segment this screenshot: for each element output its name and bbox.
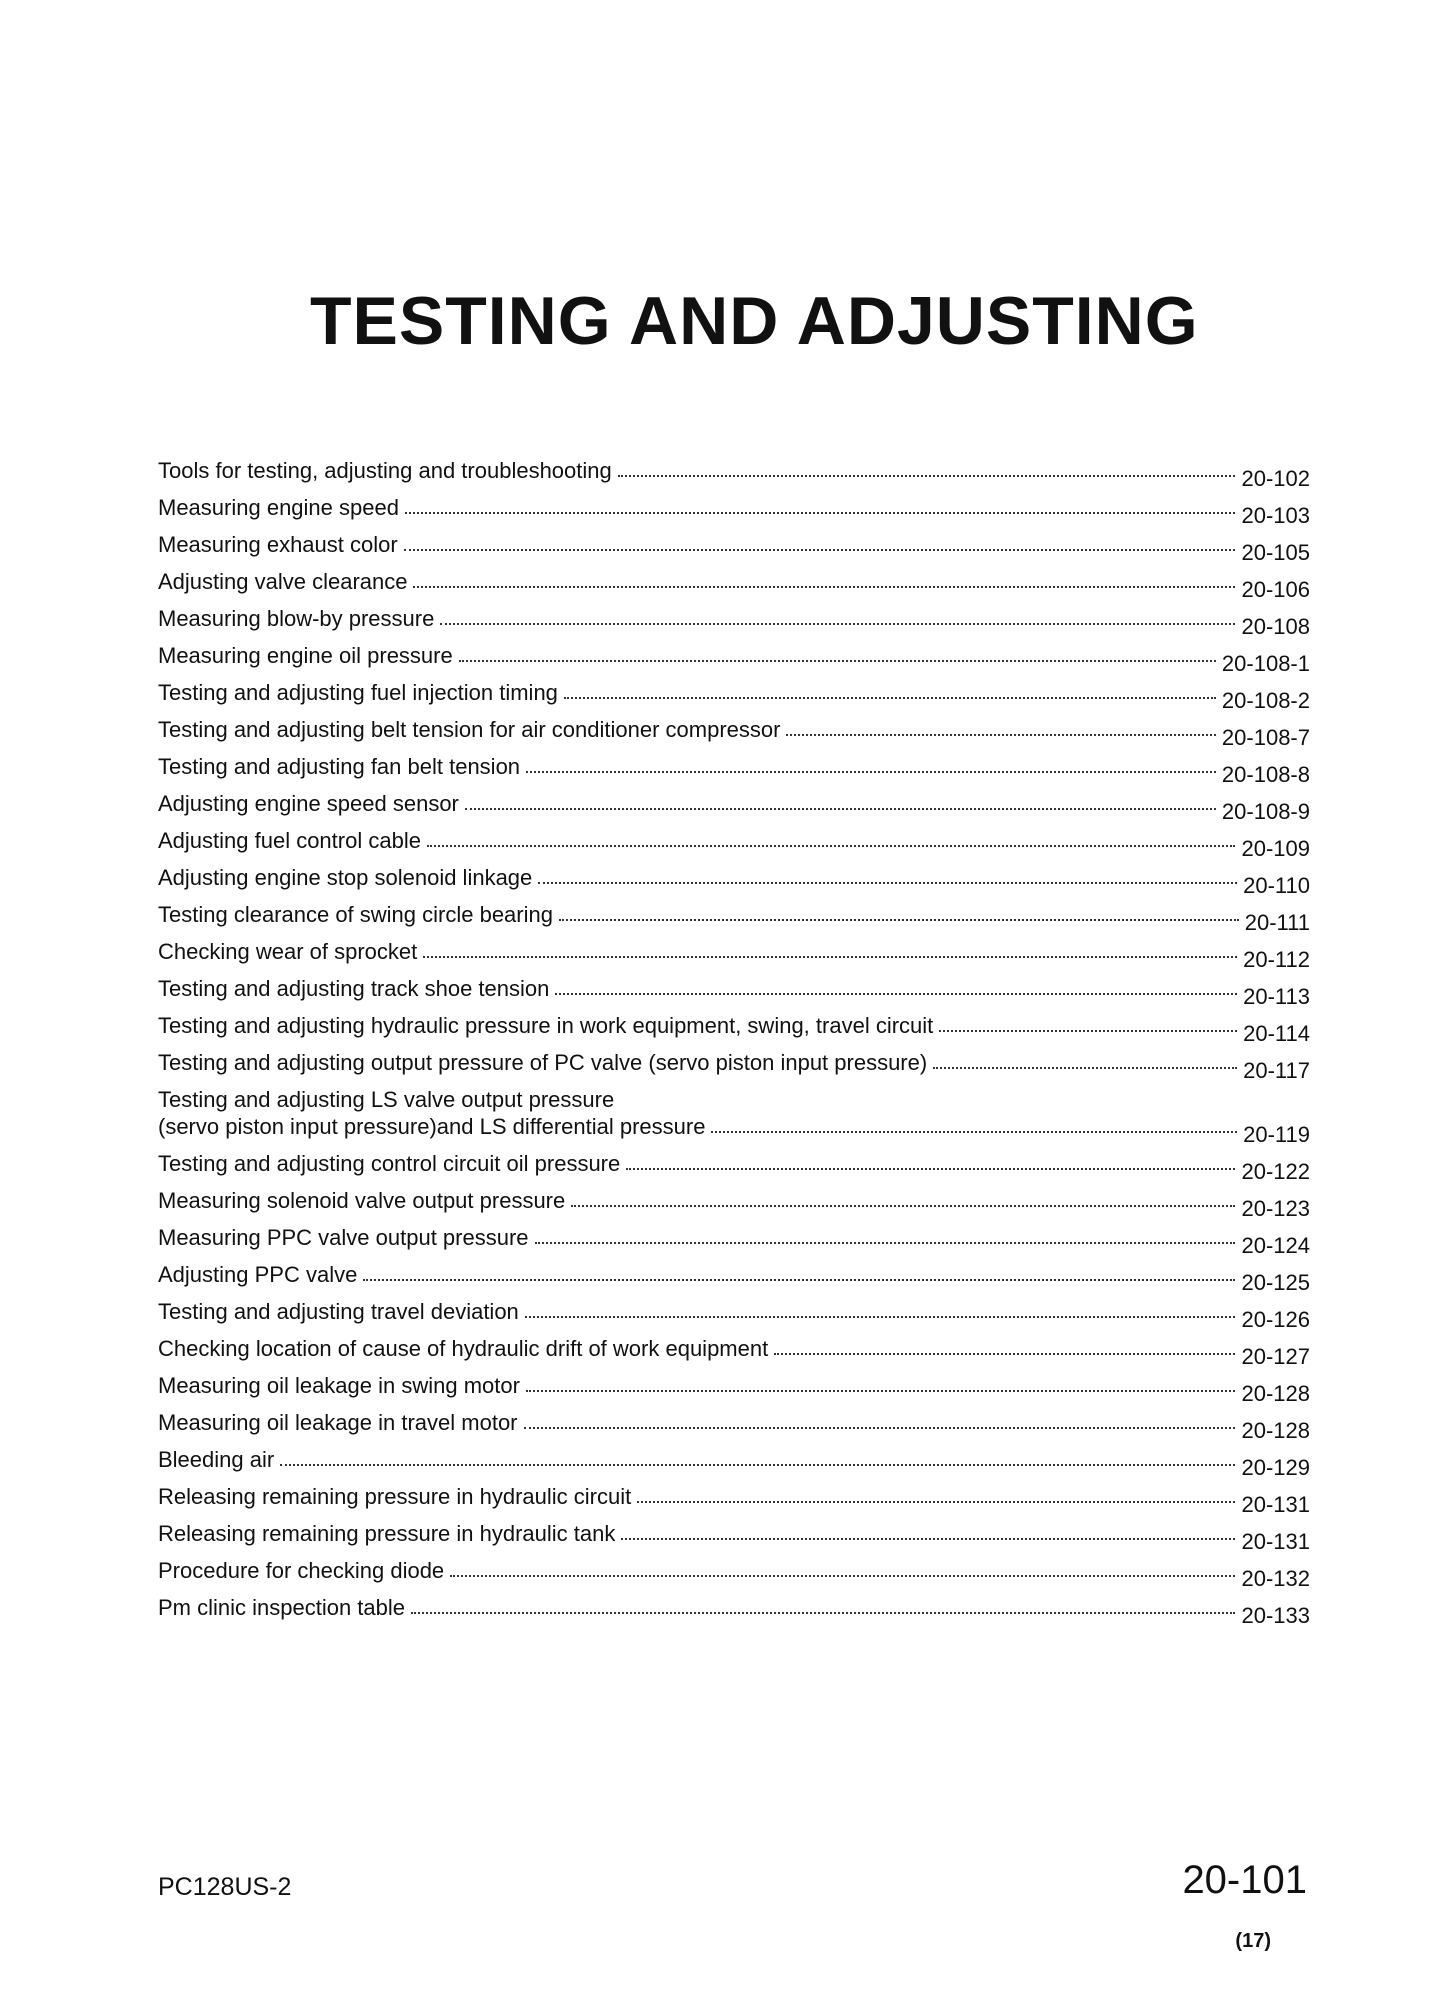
toc-entry-label: Testing and adjusting belt tension for air conditioner compressor [158, 717, 781, 742]
toc-entry-label: Testing clearance of swing circle bearing [158, 902, 553, 927]
toc-entry-label [158, 1086, 705, 1140]
toc-entry [158, 783, 1310, 824]
dot-leader [526, 771, 1216, 773]
toc-entry-label: Testing and adjusting fan belt tension [158, 754, 521, 779]
dot-leader [559, 919, 1239, 921]
toc-entry [158, 1291, 1310, 1332]
toc-entry [158, 1005, 1310, 1046]
toc-entry-page: 20-125 [1241, 1270, 1310, 1295]
toc-entry [158, 1328, 1310, 1369]
toc-entry-label: Testing and adjusting output pressure of PC valve (servo piston input pressure) [158, 1050, 928, 1075]
toc-entry-label: Releasing remaining pressure in hydraulic circuit [158, 1484, 632, 1509]
toc-entry [158, 857, 1310, 898]
toc-entry [158, 487, 1310, 528]
toc-entry-page: 20-108-7 [1221, 725, 1310, 750]
dot-leader [280, 1464, 1235, 1466]
toc-entry-page: 20-108-9 [1221, 799, 1310, 824]
toc-entry-label: Adjusting PPC valve [158, 1262, 358, 1287]
toc-entry-page: 20-129 [1241, 1455, 1310, 1480]
toc-entry [158, 1143, 1310, 1184]
dot-leader [564, 697, 1216, 699]
toc-entry-page: 20-108-8 [1221, 762, 1310, 787]
toc-entry-page: 20-133 [1241, 1603, 1310, 1628]
dot-leader [427, 845, 1236, 847]
toc-entry-label: Measuring engine oil pressure [158, 643, 453, 668]
dot-leader [525, 1316, 1236, 1318]
toc-entry-label: Measuring engine speed [158, 495, 399, 520]
toc-entry [158, 746, 1310, 787]
toc-entry-page: 20-127 [1241, 1344, 1310, 1369]
toc-entry-label: Measuring PPC valve output pressure [158, 1225, 529, 1250]
toc-entry [158, 1587, 1310, 1628]
toc-entry-label: Measuring solenoid valve output pressure [158, 1188, 566, 1213]
toc-entry-label: Pm clinic inspection table [158, 1595, 406, 1620]
toc-entry-label: Procedure for checking diode [158, 1558, 445, 1583]
toc-entry-page: 20-111 [1244, 910, 1310, 935]
toc-entry-page: 20-108 [1241, 614, 1310, 639]
dot-leader [465, 808, 1216, 810]
page-number: 20-101 [1182, 1858, 1307, 1902]
toc-entry-label: Bleeding air [158, 1447, 275, 1472]
toc-entry [158, 1439, 1310, 1480]
dot-leader [626, 1168, 1235, 1170]
toc-entry-label: Checking wear of sprocket [158, 939, 418, 964]
toc-entry-label: Measuring oil leakage in swing motor [158, 1373, 520, 1398]
dot-leader [618, 475, 1236, 477]
toc-entry [158, 450, 1310, 491]
toc-entry-page: 20-110 [1243, 873, 1310, 898]
toc-entry-page: 20-117 [1243, 1058, 1310, 1083]
toc-entry-label: Adjusting engine stop solenoid linkage [158, 865, 533, 890]
dot-leader [459, 660, 1216, 662]
dot-leader [405, 512, 1236, 514]
toc-entry-page: 20-114 [1243, 1021, 1310, 1046]
dot-leader [535, 1242, 1236, 1244]
toc-entry-label: Releasing remaining pressure in hydraulic tank [158, 1521, 616, 1546]
dot-leader [423, 956, 1237, 958]
toc-entry-label: Measuring oil leakage in travel motor [158, 1410, 518, 1435]
dot-leader [555, 993, 1237, 995]
dot-leader [411, 1612, 1235, 1614]
dot-leader [450, 1575, 1235, 1577]
model-number: PC128US-2 [158, 1873, 292, 1901]
toc-entry-page: 20-122 [1241, 1159, 1310, 1184]
toc-entry-page: 20-128 [1241, 1381, 1310, 1406]
toc-entry-page: 20-105 [1241, 540, 1310, 565]
toc-entry [158, 1079, 1310, 1147]
dot-leader [637, 1501, 1235, 1503]
toc-entry-label: Testing and adjusting hydraulic pressure in work equipment, swing, travel circuit [158, 1013, 934, 1038]
toc-entry-label: Checking location of cause of hydraulic drift of work equipment [158, 1336, 769, 1361]
toc-entry-page: 20-106 [1241, 577, 1310, 602]
dot-leader [786, 734, 1215, 736]
dot-leader [524, 1427, 1236, 1429]
table-of-contents [158, 450, 1310, 1628]
toc-entry-page: 20-126 [1241, 1307, 1310, 1332]
toc-entry-page: 20-112 [1243, 947, 1310, 972]
toc-entry-page: 20-119 [1243, 1122, 1310, 1147]
toc-entry-page: 20-103 [1241, 503, 1310, 528]
toc-entry [158, 561, 1310, 602]
dot-leader [571, 1205, 1235, 1207]
toc-entry [158, 1180, 1310, 1221]
toc-entry [158, 820, 1310, 861]
toc-entry-label: Measuring exhaust color [158, 532, 398, 557]
toc-entry-page: 20-102 [1241, 466, 1310, 491]
toc-entry-page: 20-108-2 [1221, 688, 1310, 713]
toc-entry [158, 672, 1310, 713]
toc-entry [158, 968, 1310, 1009]
toc-entry [158, 894, 1310, 935]
toc-entry [158, 1042, 1310, 1083]
dot-leader [933, 1067, 1237, 1069]
dot-leader [538, 882, 1237, 884]
toc-entry-label: Tools for testing, adjusting and troubleshooting [158, 458, 612, 483]
dot-leader [939, 1030, 1237, 1032]
toc-entry-label: Adjusting valve clearance [158, 569, 408, 594]
dot-leader [526, 1390, 1236, 1392]
dot-leader [774, 1353, 1235, 1355]
toc-entry [158, 931, 1310, 972]
toc-entry-page: 20-131 [1241, 1529, 1310, 1554]
toc-entry [158, 1550, 1310, 1591]
toc-entry [158, 524, 1310, 565]
toc-entry-label: Adjusting fuel control cable [158, 828, 421, 853]
toc-entry-page: 20-128 [1241, 1418, 1310, 1443]
dot-leader [413, 586, 1235, 588]
dot-leader [711, 1131, 1237, 1133]
toc-entry-page: 20-131 [1241, 1492, 1310, 1517]
toc-entry-label: Adjusting engine speed sensor [158, 791, 459, 816]
toc-entry-page: 20-108-1 [1221, 651, 1310, 676]
toc-entry-page: 20-124 [1241, 1233, 1310, 1258]
toc-entry-label: Testing and adjusting track shoe tension [158, 976, 550, 1001]
toc-entry-page: 20-109 [1241, 836, 1310, 861]
toc-entry [158, 1365, 1310, 1406]
toc-entry-label-line1: Testing and adjusting LS valve output pressure [158, 1087, 615, 1112]
dot-leader [363, 1279, 1235, 1281]
dot-leader [621, 1538, 1235, 1540]
page-sub-number: (17) [1235, 1930, 1271, 1952]
dot-leader [440, 623, 1235, 625]
toc-entry-label: Measuring blow-by pressure [158, 606, 435, 631]
toc-entry-page: 20-123 [1241, 1196, 1310, 1221]
toc-entry-label: Testing and adjusting fuel injection timing [158, 680, 558, 705]
toc-entry-label: Testing and adjusting travel deviation [158, 1299, 519, 1324]
toc-entry-page: 20-113 [1243, 984, 1310, 1009]
page-title: TESTING AND ADJUSTING [310, 283, 1199, 359]
toc-entry-page: 20-132 [1241, 1566, 1310, 1591]
toc-entry-label: Testing and adjusting control circuit oil pressure [158, 1151, 621, 1176]
toc-entry-label-line2: (servo piston input pressure)and LS differential pressure [158, 1114, 706, 1139]
toc-entry [158, 635, 1310, 676]
toc-entry [158, 1513, 1310, 1554]
toc-entry [158, 598, 1310, 639]
toc-entry [158, 1254, 1310, 1295]
dot-leader [404, 549, 1236, 551]
toc-entry [158, 1476, 1310, 1517]
toc-entry [158, 1402, 1310, 1443]
toc-entry [158, 1217, 1310, 1258]
toc-entry [158, 709, 1310, 750]
